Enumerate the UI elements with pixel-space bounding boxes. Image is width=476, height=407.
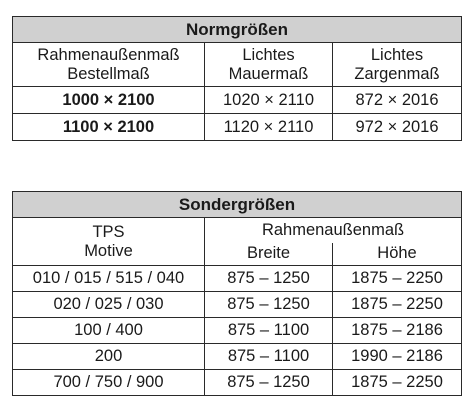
table-cell: 020 / 025 / 030 (13, 292, 205, 318)
table-row (13, 344, 462, 370)
table-cell: 1990 – 2186 (333, 344, 462, 370)
header-hoehe: Höhe (333, 243, 462, 266)
table-row (13, 370, 462, 396)
normgroessen-title: Normgrößen (13, 17, 462, 43)
header-tps-motive (13, 218, 205, 266)
table-row (13, 114, 462, 141)
table-row (13, 318, 462, 344)
table-cell: 875 – 1100 (205, 318, 333, 344)
table-row (13, 266, 462, 292)
header-line: Motive (84, 241, 133, 260)
table-row (13, 87, 462, 114)
table-cell: 875 – 1250 (205, 292, 333, 318)
header-line: Bestellmaß (67, 64, 150, 83)
table-cell: 875 – 1250 (205, 370, 333, 396)
table-cell: 875 – 1100 (205, 344, 333, 370)
header-rahmenaussenmass: Rahmenaußenmaß (205, 218, 462, 243)
table-cell: 1000 × 2100 (13, 87, 205, 114)
table-cell: 010 / 015 / 515 / 040 (13, 266, 205, 292)
header-mauermass (205, 43, 333, 87)
header-line: Rahmenaußenmaß (37, 45, 180, 64)
header-line: Lichtes (242, 45, 295, 64)
table-cell: 100 / 400 (13, 318, 205, 344)
normgroessen-table (12, 16, 462, 141)
header-zargenmass (333, 43, 462, 87)
table-cell: 1020 × 2110 (205, 87, 333, 114)
header-line: TPS (92, 222, 125, 241)
table-cell: 1875 – 2250 (333, 292, 462, 318)
table-cell: 875 – 1250 (205, 266, 333, 292)
table-cell: 872 × 2016 (333, 87, 462, 114)
header-line: Lichtes (370, 45, 424, 64)
sondergroessen-table (12, 191, 462, 396)
table-cell: 1100 × 2100 (13, 114, 205, 141)
table-cell: 700 / 750 / 900 (13, 370, 205, 396)
sondergroessen-title: Sondergrößen (13, 192, 462, 218)
header-line: Zargenmaß (354, 64, 440, 83)
table-row (13, 292, 462, 318)
table-cell: 1875 – 2250 (333, 370, 462, 396)
table-cell: 1875 – 2186 (333, 318, 462, 344)
table-cell: 972 × 2016 (333, 114, 462, 141)
header-breite: Breite (205, 243, 333, 266)
table-cell: 1120 × 2110 (205, 114, 333, 141)
table-cell: 200 (13, 344, 205, 370)
header-rahmenaussenmass (13, 43, 205, 87)
header-line: Mauermaß (228, 64, 309, 83)
table-cell: 1875 – 2250 (333, 266, 462, 292)
